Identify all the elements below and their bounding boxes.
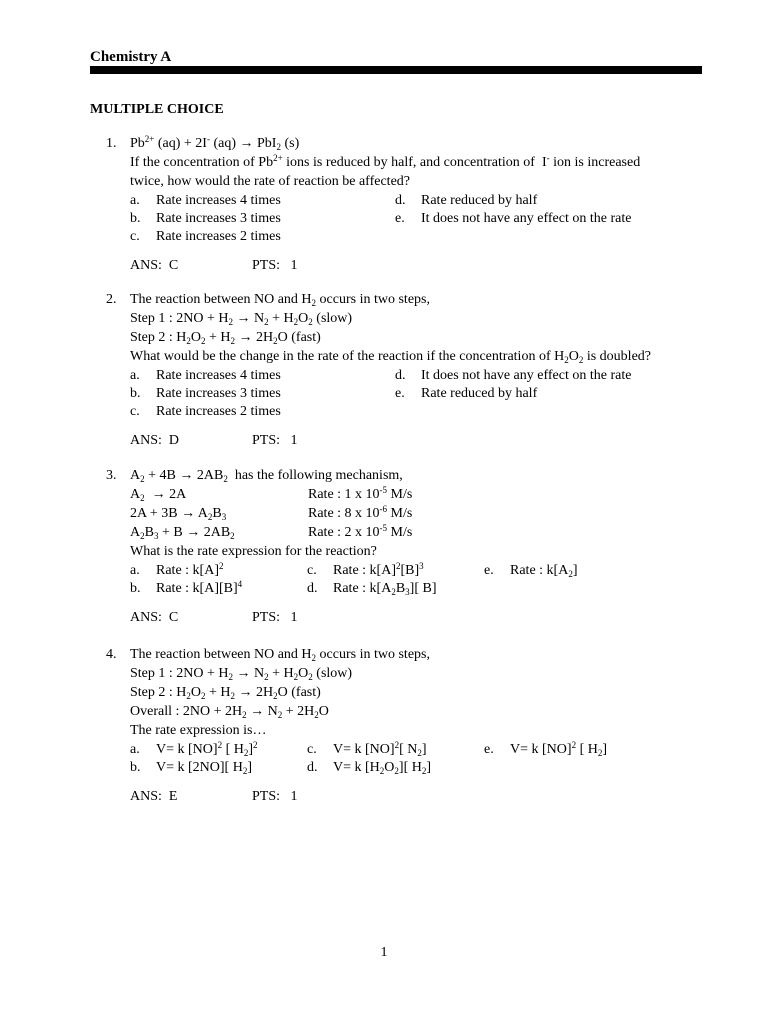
- choice-text: V= k [NO]$^2$[ $N_2$]: [333, 740, 427, 758]
- choice-text: Rate reduced by half: [421, 386, 538, 401]
- question-text-line: What would be the change in the rate of the reaction if the concentration of $H_2O_2$ is doubled?: [130, 349, 651, 365]
- choice-text: Rate increases 3 times: [156, 211, 281, 226]
- choice-text: Rate increases 2 times: [156, 404, 281, 419]
- choice-text: Rate : $k[A][B]^4$: [156, 579, 243, 596]
- points-value: PTS: 1: [252, 433, 298, 448]
- choice-letter: a.: [130, 742, 140, 757]
- choice-text: V= k [NO]$^2$ [ $H_2]^2$: [156, 740, 258, 758]
- choice-text: It does not have any effect on the rate: [421, 211, 632, 226]
- mechanism-step: $2A + 3B \to A_2B_3$: [130, 506, 227, 522]
- mechanism-step: $A_2B_3 + B \to 2AB_2$: [130, 525, 235, 541]
- choice-text: Rate increases 3 times: [156, 386, 281, 401]
- choice-letter: d.: [307, 760, 318, 775]
- answer-key: ANS: C: [130, 258, 179, 273]
- mechanism-rate: Rate : 8 x $10^{-6}$ M/s: [308, 504, 413, 521]
- choice-text: Rate : $k[A_2B_3]$[ B]: [333, 581, 437, 597]
- choice-letter: b.: [130, 211, 141, 226]
- question-text-line: $Pb^{2+}$ (aq) + 2I- (aq) → PbI$_2$ (s): [130, 134, 300, 152]
- choice-text: Rate : $k[A]^2$: [156, 561, 224, 578]
- choice-text: Rate : $k[A_2]$: [510, 563, 578, 579]
- question-text-line: Step 2 : $H_2O_2 + H_2 \to 2H_2O$ (fast): [130, 330, 321, 346]
- question-text-line: twice, how would the rate of reaction be affected?: [130, 174, 410, 189]
- choice-letter: e.: [484, 563, 494, 578]
- choice-text: It does not have any effect on the rate: [421, 368, 632, 383]
- choice-letter: d.: [395, 193, 406, 208]
- question-number: 3.: [106, 468, 117, 483]
- question-text-line: Step 1 : $2NO + H_2 \to N_2 + H_2O_2$ (slow): [130, 666, 353, 682]
- choice-text: Rate increases 2 times: [156, 229, 281, 244]
- choice-text: Rate increases 4 times: [156, 193, 281, 208]
- choice-letter: b.: [130, 760, 141, 775]
- choice-letter: d.: [307, 581, 318, 596]
- choice-text: Rate increases 4 times: [156, 368, 281, 383]
- question-text-line: What is the rate expression for the reaction?: [130, 544, 377, 559]
- question-text-line: The reaction between NO and $H_2$ occurs in two steps,: [130, 647, 430, 663]
- answer-key: ANS: E: [130, 789, 178, 804]
- question-text-line: The rate expression is…: [130, 723, 267, 738]
- choice-text: Rate : $k[A]^2[B]^3$: [333, 561, 424, 578]
- choice-letter: d.: [395, 368, 406, 383]
- mechanism-rate: Rate : 1 x $10^{-5}$ M/s: [308, 485, 413, 502]
- choice-letter: e.: [395, 211, 405, 226]
- choice-letter: b.: [130, 386, 141, 401]
- question-text-line: Overall : $2NO + 2H_2 \to N_2 + 2H_2O$: [130, 704, 329, 720]
- points-value: PTS: 1: [252, 258, 298, 273]
- choice-letter: c.: [307, 563, 317, 578]
- choice-letter: a.: [130, 368, 140, 383]
- choice-letter: a.: [130, 193, 140, 208]
- answer-key: ANS: D: [130, 433, 180, 448]
- choice-letter: e.: [484, 742, 494, 757]
- question-text-line: Step 1 : $2NO + H_2 \to N_2 + H_2O_2$ (slow): [130, 311, 353, 327]
- choice-text: V= k [NO]$^2$ [ $H_2$]: [510, 740, 608, 758]
- section-heading: MULTIPLE CHOICE: [90, 102, 224, 117]
- answer-key: ANS: C: [130, 610, 179, 625]
- question-number: 1.: [106, 136, 117, 151]
- choice-letter: c.: [130, 229, 140, 244]
- question-number: 2.: [106, 292, 117, 307]
- points-value: PTS: 1: [252, 789, 298, 804]
- mechanism-step: $A_2 \to 2A$: [130, 487, 187, 503]
- choice-letter: b.: [130, 581, 141, 596]
- question-text-line: $A_2 + 4B \to 2AB_2$ has the following mechanism,: [130, 468, 403, 484]
- question-text-line: If the concentration of $Pb^{2+}$ ions is reduced by half, and concentration of I- ion is increased: [130, 153, 641, 170]
- choice-letter: c.: [130, 404, 140, 419]
- question-text-line: The reaction between NO and $H_2$ occurs in two steps,: [130, 292, 430, 308]
- mechanism-rate: Rate : 2 x $10^{-5}$ M/s: [308, 523, 413, 540]
- choice-letter: a.: [130, 563, 140, 578]
- page-number: 1: [380, 945, 388, 960]
- question-number: 4.: [106, 647, 117, 662]
- page-title: Chemistry A: [90, 49, 172, 65]
- points-value: PTS: 1: [252, 610, 298, 625]
- choice-letter: e.: [395, 386, 405, 401]
- choice-letter: c.: [307, 742, 317, 757]
- header-rule: [90, 66, 702, 74]
- question-text-line: Step 2 : $H_2O_2 + H_2 \to 2H_2O$ (fast): [130, 685, 321, 701]
- choice-text: V= k $[H_2O_2]$[ $H_2$]: [333, 760, 432, 776]
- choice-text: V= k [2NO][ $H_2$]: [156, 760, 252, 776]
- choice-text: Rate reduced by half: [421, 193, 538, 208]
